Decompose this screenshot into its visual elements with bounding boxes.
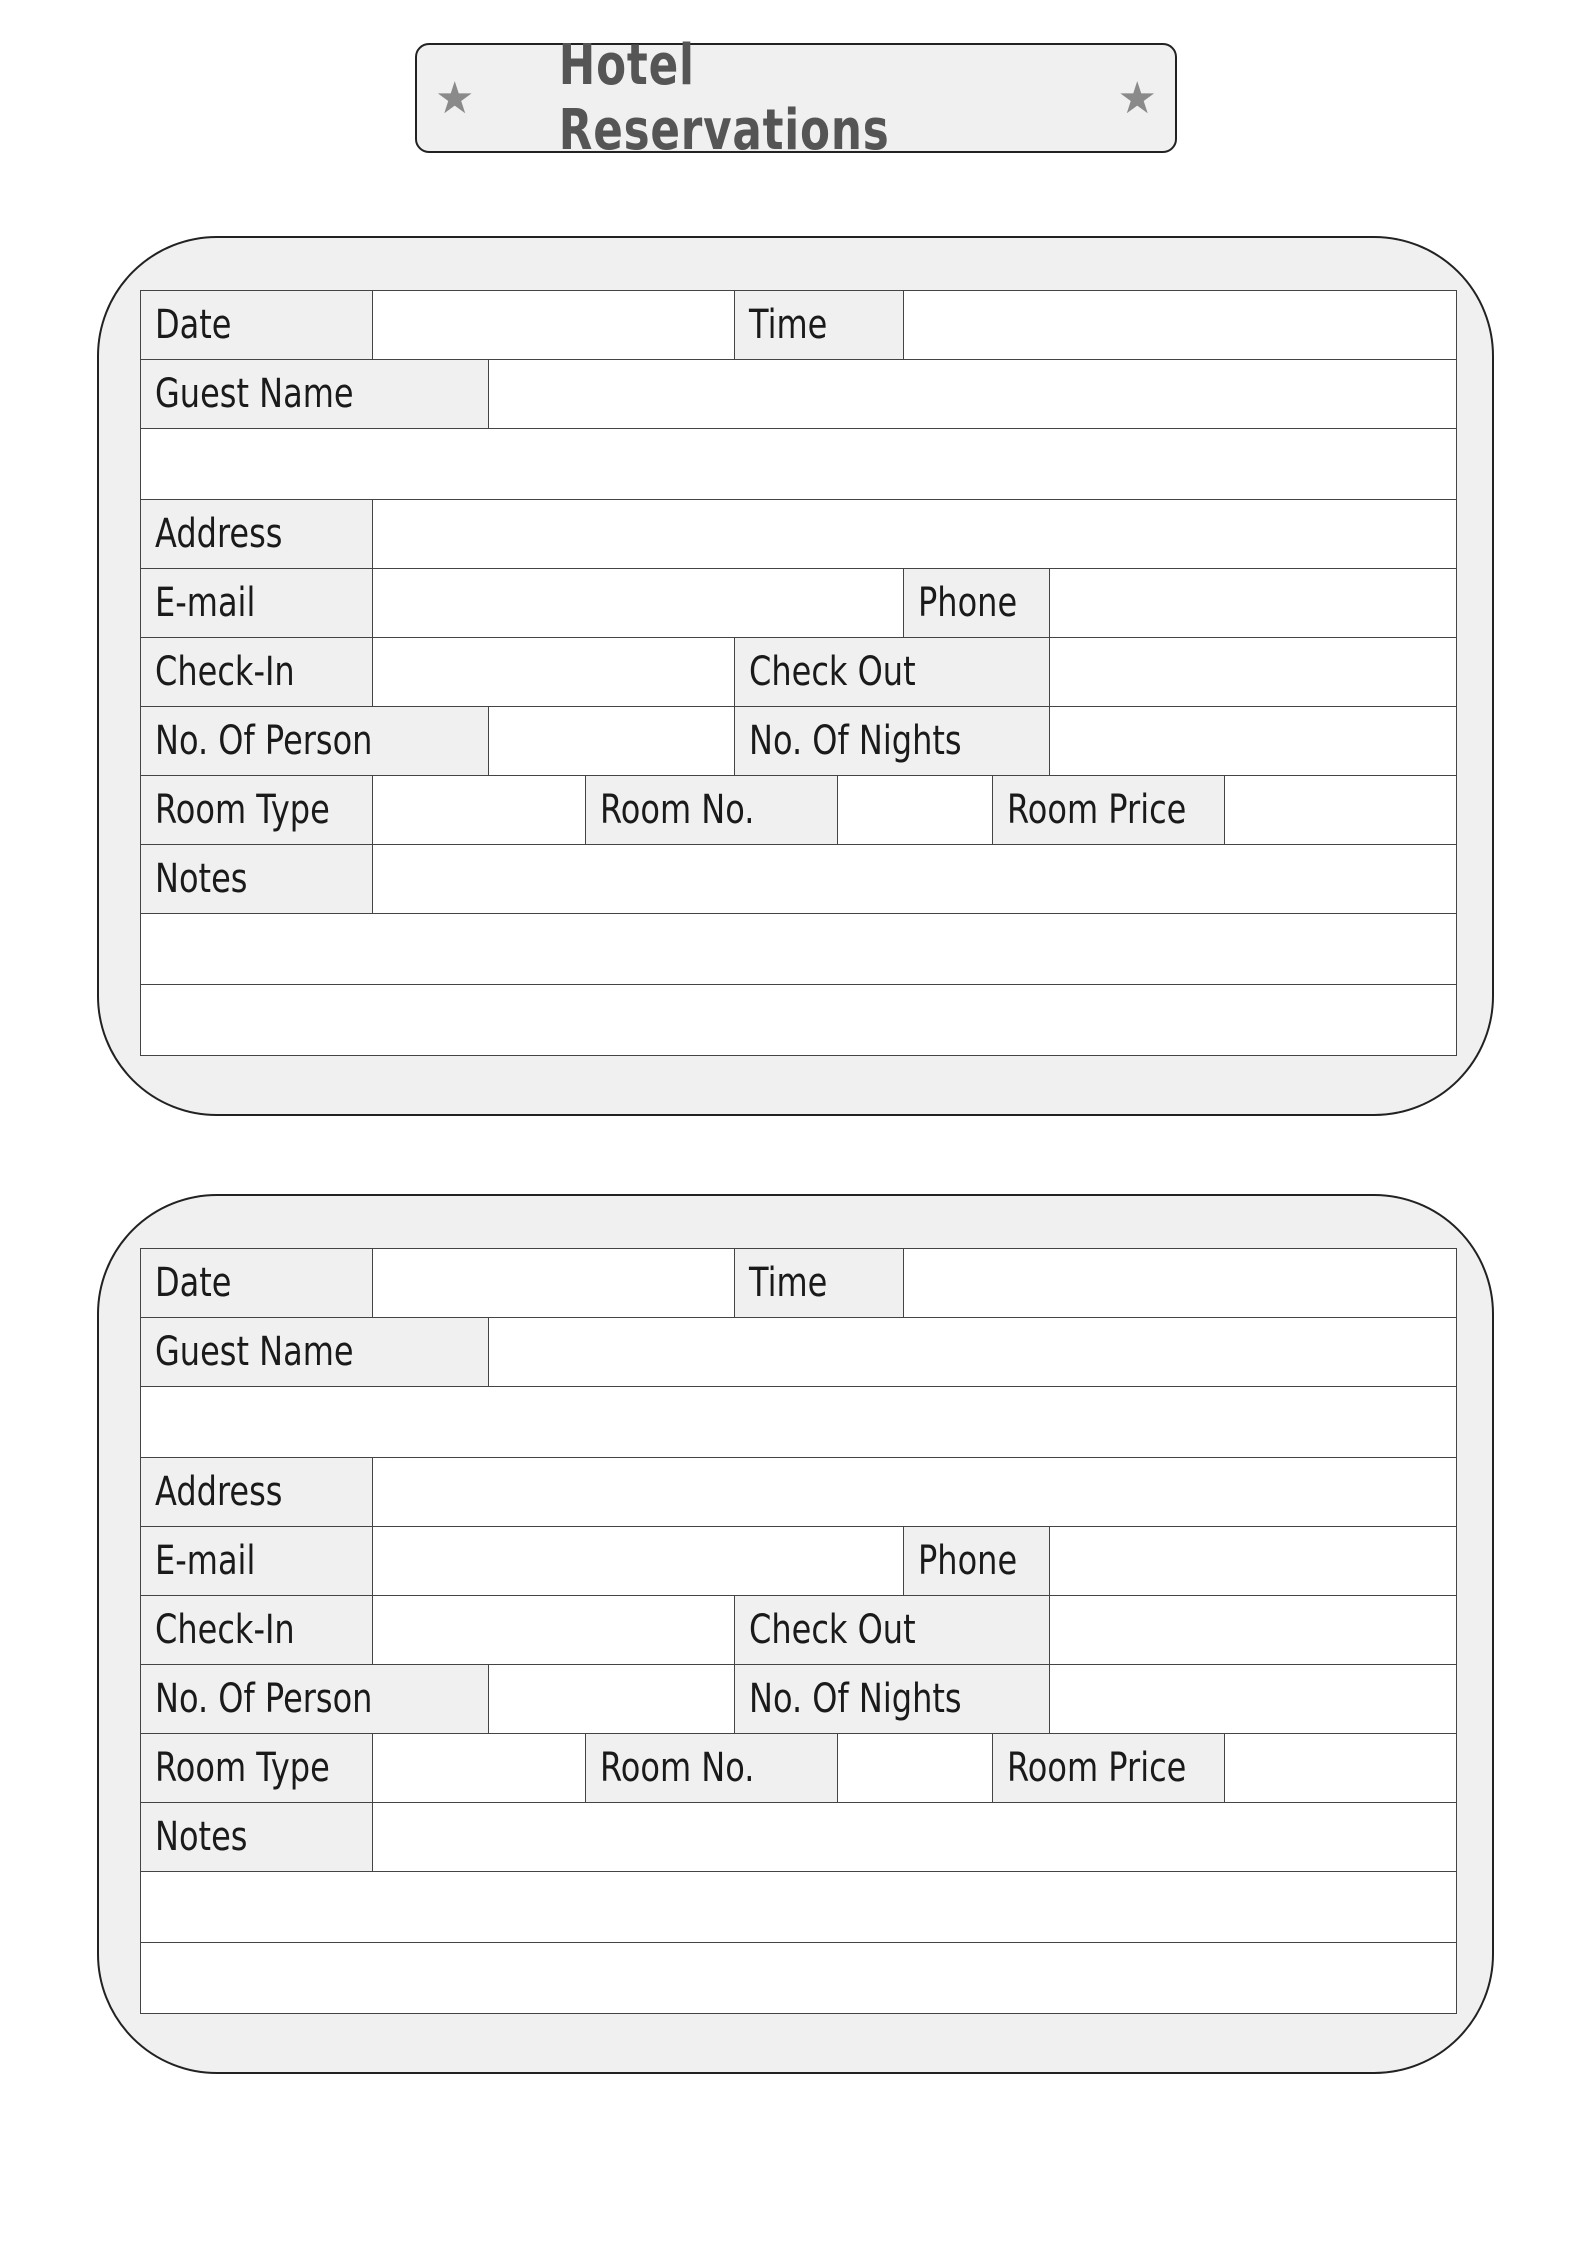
form-row <box>141 1527 1457 1596</box>
check-in-field[interactable] <box>373 1596 735 1664</box>
email-field[interactable] <box>373 1527 904 1595</box>
notes-field[interactable] <box>373 845 1457 913</box>
guest-name-field[interactable] <box>489 1318 1457 1386</box>
room-price-field[interactable] <box>1225 776 1457 844</box>
guest-name-field[interactable] <box>489 360 1457 428</box>
no-of-nights-field[interactable] <box>1050 1665 1457 1733</box>
room-no-label: Room No. <box>586 776 838 844</box>
phone-field[interactable] <box>1050 569 1457 637</box>
no-of-person-field[interactable] <box>489 1665 735 1733</box>
star-icon: ★ <box>435 72 475 124</box>
form-row <box>141 569 1457 638</box>
form-row <box>141 360 1457 429</box>
form-row <box>141 707 1457 776</box>
address-field[interactable] <box>373 500 1457 568</box>
address-label: Address <box>141 1458 373 1526</box>
form-row <box>141 1596 1457 1665</box>
check-out-label: Check Out <box>735 1596 1050 1664</box>
form-row <box>141 500 1457 569</box>
date-field[interactable] <box>373 291 735 359</box>
no-of-person-label: No. Of Person <box>141 1665 489 1733</box>
time-label: Time <box>735 1249 904 1317</box>
notes-field-extra[interactable] <box>141 1872 1457 1942</box>
room-type-label: Room Type <box>141 776 373 844</box>
guest-name-field-extra[interactable] <box>141 429 1457 499</box>
notes-field-extra[interactable] <box>141 985 1457 1055</box>
notes-field-extra[interactable] <box>141 914 1457 984</box>
guest-name-field-extra[interactable] <box>141 1387 1457 1457</box>
check-out-field[interactable] <box>1050 1596 1457 1664</box>
room-price-label: Room Price <box>993 776 1225 844</box>
no-of-person-field[interactable] <box>489 707 735 775</box>
reservation-card-1 <box>97 236 1494 1116</box>
no-of-person-label: No. Of Person <box>141 707 489 775</box>
check-in-field[interactable] <box>373 638 735 706</box>
notes-label: Notes <box>141 845 373 913</box>
notes-field[interactable] <box>373 1803 1457 1871</box>
time-field[interactable] <box>904 291 1457 359</box>
no-of-nights-label: No. Of Nights <box>735 707 1050 775</box>
form-row <box>141 985 1457 1056</box>
form-row <box>141 638 1457 707</box>
form-row <box>141 1318 1457 1387</box>
address-label: Address <box>141 500 373 568</box>
email-label: E-mail <box>141 1527 373 1595</box>
reservation-card-2 <box>97 1194 1494 2074</box>
phone-label: Phone <box>904 1527 1050 1595</box>
page-title: Hotel Reservations <box>559 33 890 163</box>
date-field[interactable] <box>373 1249 735 1317</box>
date-label: Date <box>141 1249 373 1317</box>
email-label: E-mail <box>141 569 373 637</box>
form-row <box>141 1665 1457 1734</box>
no-of-nights-field[interactable] <box>1050 707 1457 775</box>
form-row <box>141 1734 1457 1803</box>
room-type-field[interactable] <box>373 776 586 844</box>
check-out-label: Check Out <box>735 638 1050 706</box>
form-row <box>141 1249 1457 1318</box>
form-row <box>141 429 1457 500</box>
room-no-field[interactable] <box>838 776 993 844</box>
check-in-label: Check-In <box>141 1596 373 1664</box>
notes-field-extra[interactable] <box>141 1943 1457 2013</box>
form-row <box>141 1387 1457 1458</box>
email-field[interactable] <box>373 569 904 637</box>
star-icon: ★ <box>1117 72 1157 124</box>
form-row <box>141 1458 1457 1527</box>
form-row <box>141 1943 1457 2014</box>
check-out-field[interactable] <box>1050 638 1457 706</box>
form-row <box>141 845 1457 914</box>
room-no-label: Room No. <box>586 1734 838 1802</box>
no-of-nights-label: No. Of Nights <box>735 1665 1050 1733</box>
room-type-field[interactable] <box>373 1734 586 1802</box>
check-in-label: Check-In <box>141 638 373 706</box>
notes-label: Notes <box>141 1803 373 1871</box>
guest-name-label: Guest Name <box>141 360 489 428</box>
form-row <box>141 776 1457 845</box>
address-field[interactable] <box>373 1458 1457 1526</box>
phone-field[interactable] <box>1050 1527 1457 1595</box>
guest-name-label: Guest Name <box>141 1318 489 1386</box>
time-field[interactable] <box>904 1249 1457 1317</box>
reservation-form-grid <box>140 1248 1457 2014</box>
form-row <box>141 1803 1457 1872</box>
date-label: Date <box>141 291 373 359</box>
form-row <box>141 291 1457 360</box>
room-no-field[interactable] <box>838 1734 993 1802</box>
phone-label: Phone <box>904 569 1050 637</box>
form-row <box>141 1872 1457 1943</box>
form-row <box>141 914 1457 985</box>
title-banner <box>415 33 1177 163</box>
room-type-label: Room Type <box>141 1734 373 1802</box>
room-price-field[interactable] <box>1225 1734 1457 1802</box>
time-label: Time <box>735 291 904 359</box>
room-price-label: Room Price <box>993 1734 1225 1802</box>
reservation-form-grid <box>140 290 1457 1056</box>
